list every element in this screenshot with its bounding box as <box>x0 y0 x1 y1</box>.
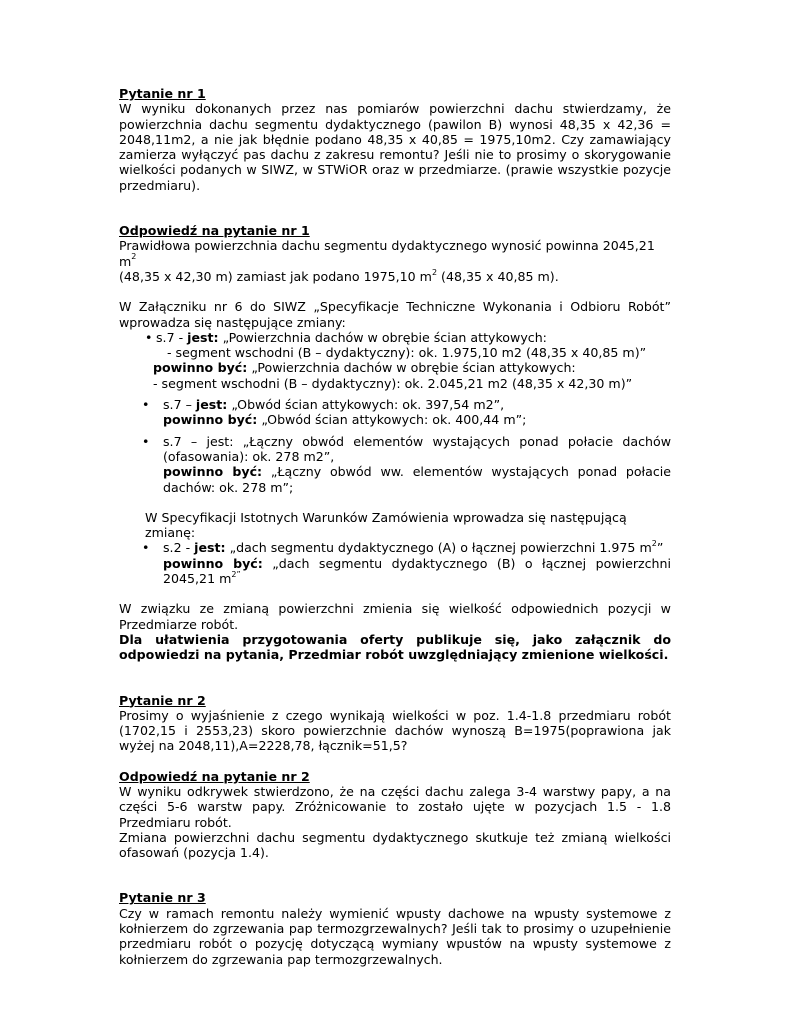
list-item-text: - segment wschodni (B – dydaktyczny): ok. 1.975,10 m2 (48,35 x 40,85 m)” <box>167 345 647 361</box>
question-3-body: Czy w ramach remontu należy wymienić wpusty dachowe na wpusty systemowe z kołnierzem do zgrzewania pap termozgrzewalnych? Jeśli tak to prosimy o uzupełnienie przedmiaru robót o pozycję dotyczącą wymiany wpustów na wpusty systemowe z kołnierzem do zgrzewania pap termozgrzewalnych. <box>119 905 671 967</box>
list-item-text: s.7 – jest: „Łączny obwód elementów wystających ponad połacie dachów (ofasowania): ok. 278 m2”, <box>163 433 671 464</box>
list-item <box>119 397 671 428</box>
powinno-text: „Łączny obwód ww. elementów wystających ponad połacie dachów: ok. 278 m”; <box>163 464 672 495</box>
jest-text: „dach segmentu dydaktycznego (A) o łącznej powierzchni 1.975 m <box>225 540 652 556</box>
list-item-line <box>119 376 671 391</box>
bullet-icon: • <box>142 540 150 556</box>
quote-end: ” <box>656 540 664 556</box>
bullet-icon: • <box>142 433 150 449</box>
superscript: 2 <box>131 252 137 262</box>
list-item-line <box>119 360 671 375</box>
superscript: 2 <box>431 267 438 277</box>
answer-1-p1-text-c: (48,35 x 40,85 m). <box>437 268 559 284</box>
answer-1-paragraph-1 <box>119 238 671 284</box>
answer-1-p1-text-b: (48,35 x 42,30 m) zamiast jak podano 1975,10 m <box>119 268 432 284</box>
answer-1-paragraph-3: W Specyfikacji Istotnych Warunków Zamówienia wprowadza się następującą zmianę: <box>145 509 627 541</box>
answer-1-p1-text: Prawidłowa powierzchnia dachu segmentu dydaktycznego wynosić powinna 2045,21 m <box>119 238 655 269</box>
document-page <box>119 86 671 967</box>
question-1-heading: Pytanie nr 1 <box>119 86 206 101</box>
powinno-label: powinno być: <box>163 412 258 428</box>
question-2-heading: Pytanie nr 2 <box>119 692 206 708</box>
bullet-icon: • <box>145 329 153 345</box>
powinno-text: „dach segmentu dydaktycznego (B) o łącznej powierzchni 2045,21 m <box>163 555 672 587</box>
question-3-heading: Pytanie nr 3 <box>119 890 206 906</box>
superscript: 2 <box>231 569 237 579</box>
list-item-line <box>119 345 671 360</box>
question-1-body: W wyniku dokonanych przez nas pomiarów powierzchni dachu stwierdzamy, że powierzchnia dachu segmentu dydaktycznego (pawilon B) wynosi 48,35 x 42,36 = 2048,11m2, a nie jak błędnie podano 48,35 x 40,85 = 1975,10m2. Czy zamawiający zamierza wyłączyć pas dachu z zakresu remontu? Jeśli nie to prosimy o skorygowanie wielkości podanych w SIWZ, w STWiOR oraz w przedmiarze. (prawie wszystkie pozycje przedmiaru). <box>119 101 671 193</box>
list-item <box>119 330 671 345</box>
jest-label: jest: <box>195 397 228 413</box>
jest-label: jest: <box>187 329 219 345</box>
bullet-lead: s.2 - <box>163 540 195 556</box>
answer-1-paragraph-2: W Załączniku nr 6 do SIWZ „Specyfikacje Techniczne Wykonania i Odbioru Robót” wprowadza się następujące zmiany: <box>119 299 671 330</box>
list-item-text: - segment wschodni (B – dydaktyczny): ok. 2.045,21 m2 (48,35 x 42,30 m)” <box>153 375 633 391</box>
answer-1-paragraph-5: Dla ułatwienia przygotowania oferty publikuje się, jako załącznik do odpowiedzi na pytania, Przedmiar robót uwzględniający zmienione wielkości. <box>119 631 671 663</box>
list-item <box>119 434 671 495</box>
bullet-icon: • <box>142 397 150 413</box>
bullet-lead: s.7 - <box>156 329 188 345</box>
powinno-text: „Obwód ścian attykowych: ok. 400,44 m”; <box>257 412 527 428</box>
answer-2-paragraph-2: Zmiana powierzchni dachu segmentu dydaktycznego skutkuje też zmianą wielkości ofasowań (pozycja 1.4). <box>119 829 671 861</box>
powinno-text: „Powierzchnia dachów w obrębie ścian attykowych: <box>247 360 576 376</box>
list-item <box>119 540 671 586</box>
answer-1-paragraph-4: W związku ze zmianą powierzchni zmienia się wielkość odpowiednich pozycji w Przedmiarze robót. <box>119 601 671 632</box>
jest-text: „Obwód ścian attykowych: ok. 397,54 m2”, <box>227 397 505 413</box>
quote-end: ” <box>236 569 241 579</box>
powinno-label: powinno być: <box>163 555 263 571</box>
jest-label: jest: <box>194 540 226 556</box>
question-2-body: Prosimy o wyjaśnienie z czego wynikają wielkości w poz. 1.4-1.8 przedmiaru robót (1702,15 i 2553,23) skoro powierzchnie dachów wynoszą B=1975(poprawiona jak wyżej na 2048,11),A=2228,78, łącznik=51,5? <box>119 707 671 754</box>
bullet-lead: s.7 – <box>163 397 196 413</box>
superscript: 2 <box>651 539 657 549</box>
jest-text: „Powierzchnia dachów w obrębie ścian attykowych: <box>218 329 547 345</box>
answer-1-heading: Odpowiedź na pytanie nr 1 <box>119 223 310 239</box>
powinno-label: powinno być: <box>153 360 248 376</box>
answer-2-heading: Odpowiedź na pytanie nr 2 <box>119 768 310 784</box>
powinno-label: powinno być: <box>163 464 263 480</box>
answer-2-paragraph-1: W wyniku odkrywek stwierdzono, że na części dachu zalega 3-4 warstwy papy, a na części 5-6 warstw papy. Zróżnicowanie to zostało ujęte w pozycjach 1.5 - 1.8 Przedmiaru robót. <box>119 783 671 830</box>
